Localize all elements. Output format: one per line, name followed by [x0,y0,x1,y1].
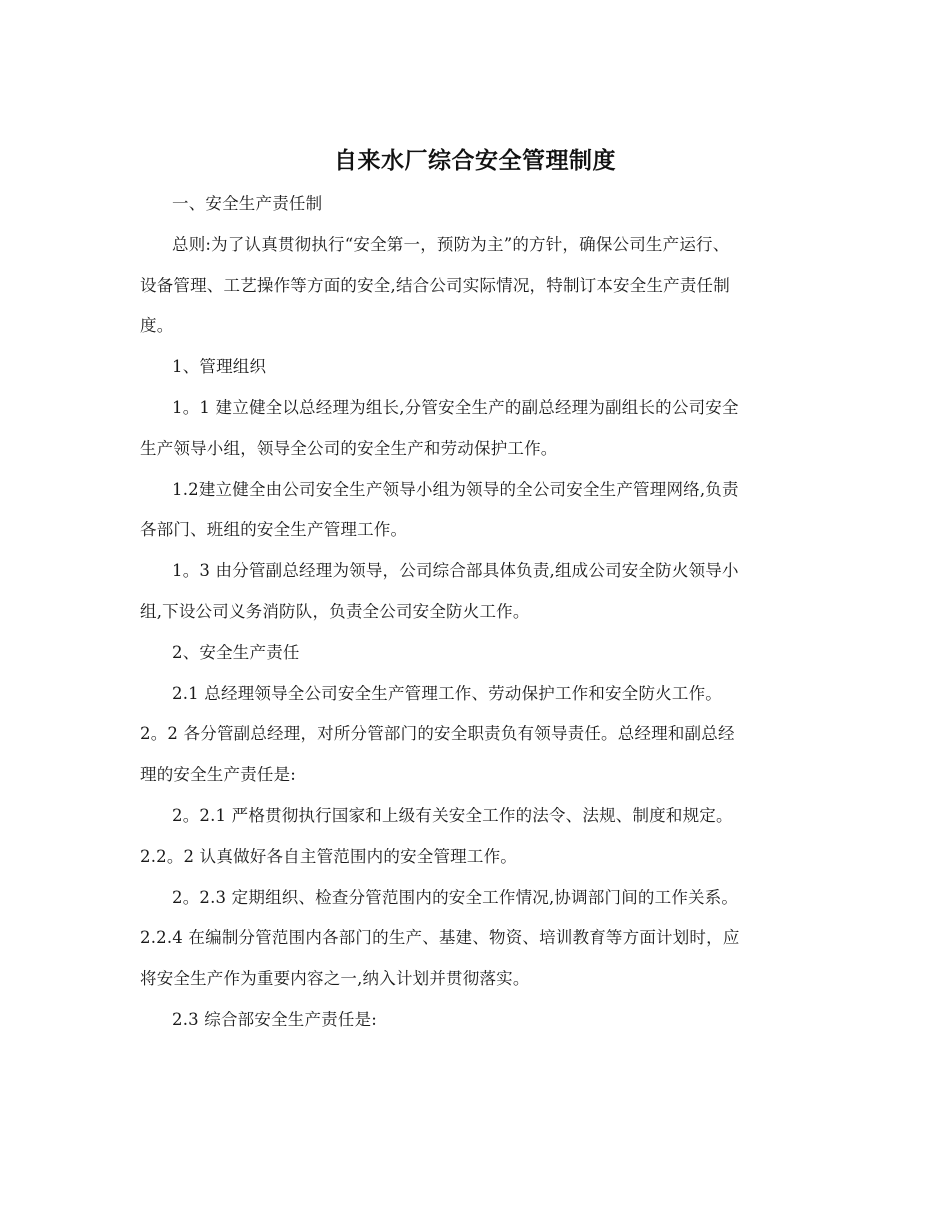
paragraph-line: 2.2.4 在编制分管范围内各部门的生产、基建、物资、培训教育等方面计划时，应 [140,928,740,948]
paragraph-line: 度。 [140,316,174,336]
paragraph-line: 总则:为了认真贯彻执行“安全第一，预防为主”的方针，确保公司生产运行、 [172,234,730,254]
paragraph-line: 2.2。2 认真做好各自主管范围内的安全管理工作。 [140,846,517,866]
paragraph-line: 组,下设公司义务消防队，负责全公司安全防火工作。 [140,601,530,621]
paragraph-line: 2。2.1 严格贯彻执行国家和上级有关安全工作的法令、法规、制度和规定。 [172,805,733,825]
paragraph-line: 各部门、班组的安全生产管理工作。 [140,520,408,540]
document-body [140,184,815,1041]
subsection-heading-1: 1、管理组织 [172,357,267,377]
subsection-heading-2: 2、安全生产责任 [172,642,300,662]
paragraph-line: 2。2.3 定期组织、检查分管范围内的安全工作情况,协调部门间的工作关系。 [172,887,739,907]
paragraph-line: 2。2 各分管副总经理，对所分管部门的安全职责负有领导责任。总经理和副总经 [140,724,735,744]
paragraph-line: 生产领导小组，领导全公司的安全生产和劳动保护工作。 [140,438,558,458]
document-title: 自来水厂综合安全管理制度 [334,147,616,174]
paragraph-line: 1。1 建立健全以总经理为组长,分管安全生产的副总经理为副组长的公司安全 [172,397,739,417]
paragraph-line: 设备管理、工艺操作等方面的安全,结合公司实际情况，特制订本安全生产责任制 [140,275,730,295]
paragraph-line: 1。3 由分管副总经理为领导，公司综合部具体负责,组成公司安全防火领导小 [172,561,739,581]
paragraph-line: 将安全生产作为重要内容之一,纳入计划并贯彻落实。 [140,969,530,989]
paragraph-line: 1.2建立健全由公司安全生产领导小组为领导的全公司安全生产管理网络,负责 [172,479,739,499]
section-heading-1: 一、安全生产责任制 [172,194,323,213]
paragraph-line: 2.1 总经理领导全公司安全生产管理工作、劳动保护工作和安全防火工作。 [172,683,722,703]
paragraph-line: 2.3 综合部安全生产责任是: [172,1009,378,1029]
paragraph-line: 理的安全生产责任是: [140,765,297,785]
